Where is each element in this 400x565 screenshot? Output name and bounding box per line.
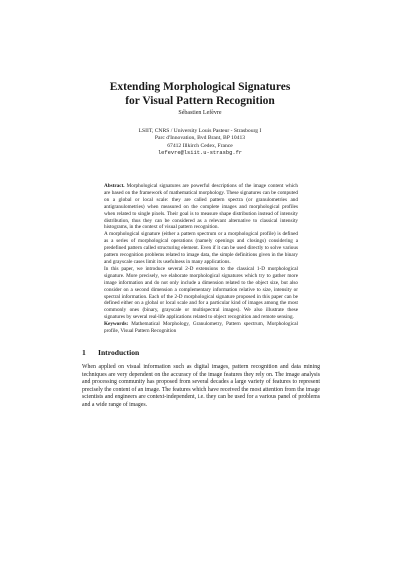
- affiliation-line: 67412 Illkirch Cedex, France: [167, 142, 233, 149]
- abstract-paragraph-1: [104, 183, 298, 231]
- section-title: Introduction: [98, 348, 140, 357]
- keywords: [104, 321, 298, 335]
- author-email: lefevre@lsiit.u-strasbg.fr: [157, 150, 243, 157]
- section-number: 1: [82, 348, 86, 357]
- abstract-block: [104, 183, 298, 335]
- affiliation-line: Parc d'Innovation, Bvd Brant, BP 10413: [154, 135, 246, 142]
- paper-title: [0, 80, 400, 108]
- abstract-label: Abstract.: [104, 183, 125, 189]
- abstract-paragraph-2: A morphological signature (either a pattern spectrum or a morphological profile) is defined as a series of morphological operations (namely openings and closings) considering a predefined pattern called structuring element. Even if it can be used directly to solve various pattern recognition problems related to image data, the simple definitions given in the binary and grayscale cases limit its usefulness in many applications.: [104, 231, 298, 265]
- keywords-label: Keywords:: [104, 321, 129, 328]
- section-heading: [82, 348, 139, 357]
- keywords-text: Mathematical Morphology, Granulometry, Pattern spectrum, Morphological profile, Visual Pattern Recognition: [104, 321, 298, 335]
- author-name: Sébastien Lefèvre: [178, 110, 222, 116]
- abstract-text-1: Morphological signatures are powerful descriptions of the image content which are based on the framework of mathematical morphology. These signatures can be computed on a global or local scale: they are called pattern spectra (or granulometries and antigranulometries) when measured on the complete images and morphological profiles when related to single pixels. Their goal is to measure shape distribution instead of intensity distribution, thus they can be considered as a relevant alternative to classical intensity histograms, in the context of visual pattern recognition.: [104, 183, 298, 231]
- affiliation-line: LSIIT, CNRS / University Louis Pasteur - Strasbourg I: [138, 128, 262, 134]
- introduction-paragraph: When applied on visual information such as digital images, pattern recognition and data mining techniques are very dependent on the accuracy of the image features they rely on. The image analysis and processing community has proposed from several decades a large variety of features to represent precisely the content of an image. The features which have received the most attention from the image scientists and engineers are context-independent, i.e. they can be used for a various panel of problems and a wide range of images.: [82, 364, 320, 408]
- title-line-1: Extending Morphological Signatures: [109, 81, 291, 93]
- abstract-paragraph-3: In this paper, we introduce several 2-D extensions to the classical 1-D morphological signature. More precisely, we elaborate morphological signatures which try to gather more image information and do not only include a dimension related to the object size, but also consider on a second dimension a complementary information relative to size, intensity or spectral information. Each of the 2-D morphological signature proposed in this paper can be defined either on a global or local scale and for a particular kind of images among the most commonly ones (binary, grayscale or multispectral images). We also illustrate these signatures by several real-life applications related to object recognition and remote sensing.: [104, 265, 298, 321]
- affiliation-block: [0, 128, 400, 158]
- title-line-2: for Visual Pattern Recognition: [125, 95, 275, 107]
